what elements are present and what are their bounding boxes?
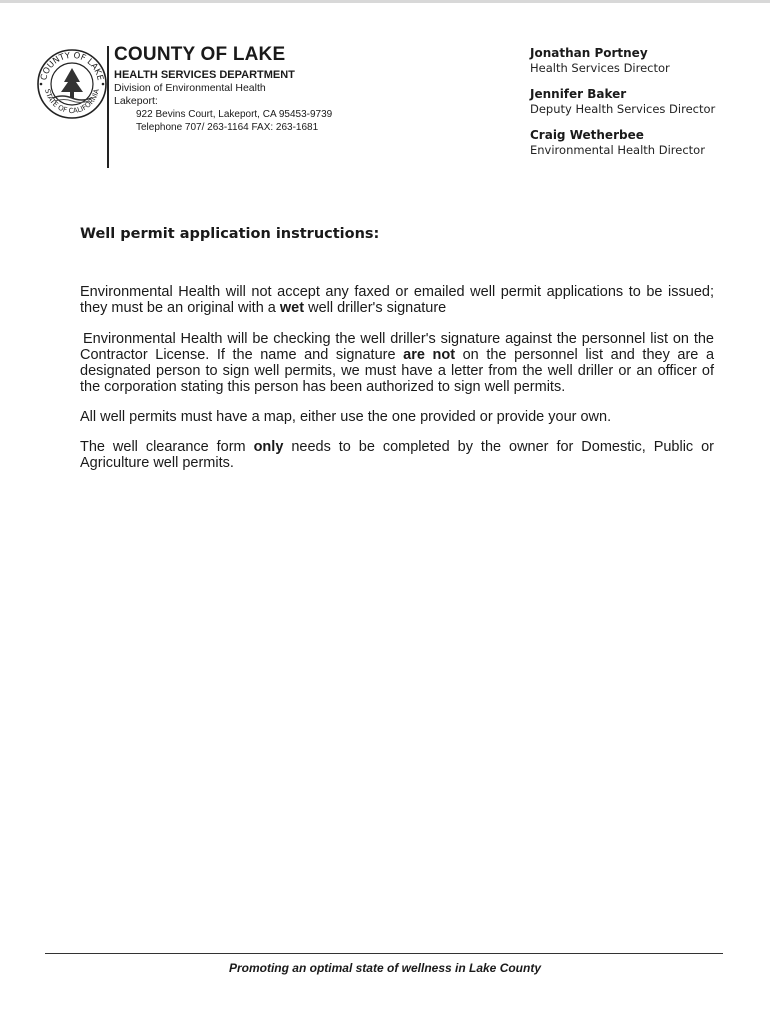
text-run: well driller's signature <box>304 300 447 316</box>
seal-top-text: COUNTY OF LAKE <box>39 50 105 82</box>
county-name: COUNTY OF LAKE <box>114 44 286 65</box>
paragraph-signature-check <box>80 331 714 395</box>
office-phone: Telephone 707/ 263-1164 FAX: 263-1681 <box>136 122 319 133</box>
staff-title: Deputy Health Services Director <box>530 102 716 116</box>
staff-name: Jonathan Portney <box>530 46 648 60</box>
emphasis-are-not: are not <box>403 347 456 363</box>
staff-title: Health Services Director <box>530 61 670 75</box>
footer-tagline: Promoting an optimal state of wellness in Lake County <box>228 961 542 975</box>
document-body <box>80 284 714 471</box>
footer-rule <box>45 953 723 954</box>
seal-bottom-text: STATE OF CALIFORNIA <box>43 88 101 116</box>
county-seal-logo <box>36 48 108 120</box>
office-city: Lakeport: <box>114 95 158 107</box>
top-border <box>0 0 770 3</box>
text-run: Environmental Health will be checking the well driller's signature against the personnel list on the Contractor License. If the name and signature <box>80 331 714 363</box>
department-name: HEALTH SERVICES DEPARTMENT <box>114 69 295 81</box>
staff-member <box>530 46 760 76</box>
staff-title: Environmental Health Director <box>530 143 705 157</box>
staff-directory <box>530 46 760 169</box>
text-run: on the personnel list and they are a designated person to sign well permits, we must have a letter from the well driller or an officer of the corporation stating this person has been authorized to sign well permits. <box>80 347 715 395</box>
emphasis-only: only <box>253 439 284 455</box>
emphasis-wet: wet <box>279 300 305 316</box>
header-vertical-rule <box>107 46 109 168</box>
paragraph-clearance-form <box>80 439 714 471</box>
text-run: Environmental Health will not accept any faxed or emailed well permit applications to be issued; they must be an original with a <box>80 284 714 316</box>
staff-member <box>530 128 760 158</box>
text-run: needs to be completed by the owner for Domestic, Public or Agriculture well permits. <box>80 439 715 471</box>
staff-name: Craig Wetherbee <box>530 128 644 142</box>
staff-member <box>530 87 760 117</box>
text-run: The well clearance form <box>80 439 254 455</box>
paragraph-map-requirement: All well permits must have a map, either use the one provided or provide your own. <box>80 409 612 425</box>
staff-name: Jennifer Baker <box>530 87 627 101</box>
agency-block <box>114 44 444 134</box>
division-name: Division of Environmental Health <box>114 82 266 94</box>
paragraph-original-signature <box>80 284 714 316</box>
document-heading: Well permit application instructions: <box>80 226 380 242</box>
office-address: 922 Bevins Court, Lakeport, CA 95453-9739 <box>136 109 333 120</box>
